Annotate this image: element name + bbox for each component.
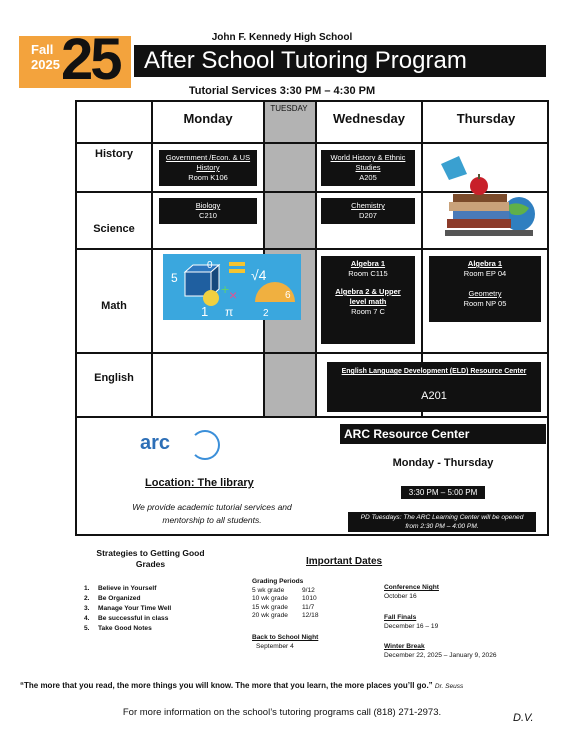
divider	[315, 102, 317, 416]
course-name: level math	[349, 297, 387, 306]
arc-pd-note: PD Tuesdays: The ARC Learning Center will be opened from 2:30 PM – 4:00 PM.	[348, 512, 536, 532]
list-item: 2. Be Organized	[84, 595, 141, 602]
svg-text:5: 5	[171, 271, 178, 285]
svg-text:6: 6	[285, 290, 291, 301]
math-symbols-image	[163, 254, 301, 320]
seuss-quote: “The more that you read, the more things you will know. The more that you learn, the more places you’ll go.” Dr. Seuss	[20, 681, 464, 690]
subject-math: Math	[101, 300, 127, 312]
history-monday-cell	[159, 150, 257, 186]
list-item: 1. Believe in Yourself	[84, 585, 157, 592]
initials-signature: D.V.	[513, 712, 534, 724]
svg-text:π: π	[225, 305, 234, 319]
event-conference-night: Conference Night October 16	[384, 584, 439, 600]
divider	[77, 248, 547, 250]
fall-2025-logo	[19, 36, 131, 88]
strategies-list	[84, 584, 171, 634]
school-name: John F. Kennedy High School	[211, 32, 353, 43]
student-books-apple-image	[439, 154, 539, 242]
list-item: 5. Take Good Notes	[84, 625, 152, 632]
arc-location: Location: The library	[145, 477, 254, 489]
list-item: 5 wk grade 9/12	[252, 586, 315, 594]
arc-title: ARC Resource Center	[340, 424, 546, 444]
svg-text:+: +	[221, 281, 230, 297]
divider	[151, 102, 153, 416]
course-name: World History & Ethnic	[330, 153, 406, 162]
list-item: 15 wk grade 11/7	[252, 603, 315, 611]
logo-big-number: 25	[61, 36, 120, 88]
divider	[77, 352, 547, 354]
day-header-thursday: Thursday	[456, 111, 516, 126]
important-dates-title: Important Dates	[306, 556, 383, 567]
course-name: Geometry	[468, 289, 502, 298]
arc-mission: We provide academic tutorial services and mentorship to all students.	[132, 502, 292, 525]
course-name: History	[196, 163, 220, 172]
subject-english: English	[94, 372, 134, 384]
course-name: Algebra 2 & Upper	[335, 287, 401, 296]
english-eld-cell	[327, 362, 541, 412]
room: D207	[359, 211, 377, 220]
arc-logo: arc	[140, 432, 171, 454]
course-name: Algebra 1	[467, 259, 503, 268]
svg-text:0: 0	[207, 260, 213, 271]
svg-text:2: 2	[263, 308, 269, 319]
arc-days: Monday - Thursday	[392, 457, 494, 469]
schedule-grid	[75, 100, 549, 418]
math-wednesday-cell	[321, 256, 415, 344]
science-wednesday-cell	[321, 198, 415, 224]
event-fall-finals: Fall Finals December 16 – 19	[384, 614, 439, 630]
history-wednesday-cell	[321, 150, 415, 186]
list-item: 20 wk grade 12/18	[252, 612, 319, 619]
room: A205	[359, 173, 377, 182]
subject-history: History	[95, 148, 133, 160]
day-header-wednesday: Wednesday	[332, 111, 405, 126]
svg-text:×: ×	[229, 287, 238, 303]
back-to-school-night: Back to School Night September 4	[252, 634, 319, 650]
list-item: 4. Be successful in class	[84, 615, 169, 622]
math-thursday-cell	[429, 256, 541, 322]
program-title: After School Tutoring Program	[134, 45, 546, 77]
course-name: Government /Econ. & US	[165, 153, 251, 162]
contact-info: For more information on the school’s tutoring programs call (818) 271-2973.	[122, 707, 442, 718]
event-winter-break: Winter Break December 22, 2025 – January 9, 2026	[384, 643, 497, 659]
divider	[77, 142, 547, 144]
list-item: 10 wk grade 1010	[252, 595, 317, 602]
room: Room 7 C	[351, 307, 385, 316]
subject-science: Science	[93, 223, 135, 235]
svg-text:√4: √4	[251, 267, 267, 283]
logo-season: Fall 2025	[31, 42, 60, 72]
day-header-tuesday: TUESDAY	[270, 104, 308, 113]
course-name: Algebra 1	[350, 259, 386, 268]
room: C210	[199, 211, 217, 220]
svg-text:1: 1	[201, 304, 209, 319]
grading-periods	[252, 578, 319, 621]
room: Room K106	[188, 173, 228, 182]
course-name: Biology	[195, 201, 221, 210]
list-item: 3. Manage Your Time Well	[84, 605, 172, 612]
grading-title: Grading Periods	[252, 578, 304, 585]
science-monday-cell	[159, 198, 257, 224]
room: Room EP 04	[463, 269, 507, 278]
arc-hours: 3:30 PM – 5:00 PM	[401, 486, 485, 499]
tutorial-time: Tutorial Services 3:30 PM – 4:30 PM	[188, 85, 376, 97]
day-header-monday: Monday	[183, 111, 233, 126]
course-name: Studies	[355, 163, 381, 172]
room: Room NP 05	[463, 299, 507, 308]
course-name: Chemistry	[351, 201, 385, 210]
room: Room C115	[348, 269, 388, 278]
arc-logo-ring-icon	[190, 430, 220, 460]
room: A201	[421, 390, 447, 402]
strategies-title: Strategies to Getting Good Grades	[96, 548, 205, 569]
course-name: English Language Development (ELD) Resource Center	[341, 368, 527, 375]
